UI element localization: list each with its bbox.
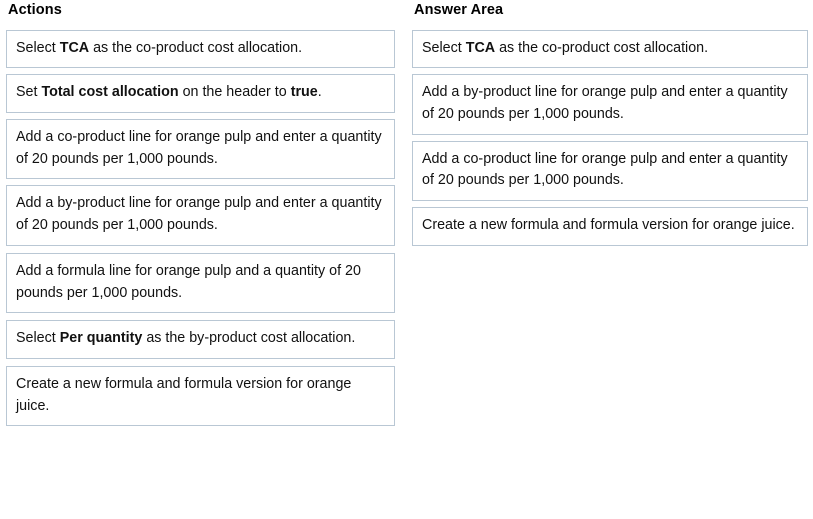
answer-area-column-title: Answer Area [414,2,504,18]
action-card[interactable]: Create a new formula and formula version for orange juice. [6,366,395,426]
actions-column [6,0,399,433]
action-card[interactable]: Select TCA as the co-product cost allocation. [6,30,395,69]
action-card[interactable]: Select Per quantity as the by-product cost allocation. [6,320,395,359]
answer-area-card-list [412,30,810,246]
action-card[interactable]: Set Total cost allocation on the header to true. [6,74,395,113]
actions-column-title: Actions [8,2,62,18]
action-card[interactable]: Add a co-product line for orange pulp and enter a quantity of 20 pounds per 1,000 pounds. [6,119,395,179]
answer-card[interactable]: Add a by-product line for orange pulp and enter a quantity of 20 pounds per 1,000 pounds. [412,74,808,134]
answer-area-column [412,0,810,253]
answer-card[interactable]: Add a co-product line for orange pulp and enter a quantity of 20 pounds per 1,000 pounds. [412,141,808,201]
action-card[interactable]: Add a formula line for orange pulp and a quantity of 20 pounds per 1,000 pounds. [6,253,395,313]
actions-card-list [6,30,399,427]
answer-card[interactable]: Create a new formula and formula version for orange juice. [412,207,808,246]
answer-card[interactable]: Select TCA as the co-product cost allocation. [412,30,808,69]
action-card[interactable]: Add a by-product line for orange pulp and enter a quantity of 20 pounds per 1,000 pounds. [6,185,395,245]
